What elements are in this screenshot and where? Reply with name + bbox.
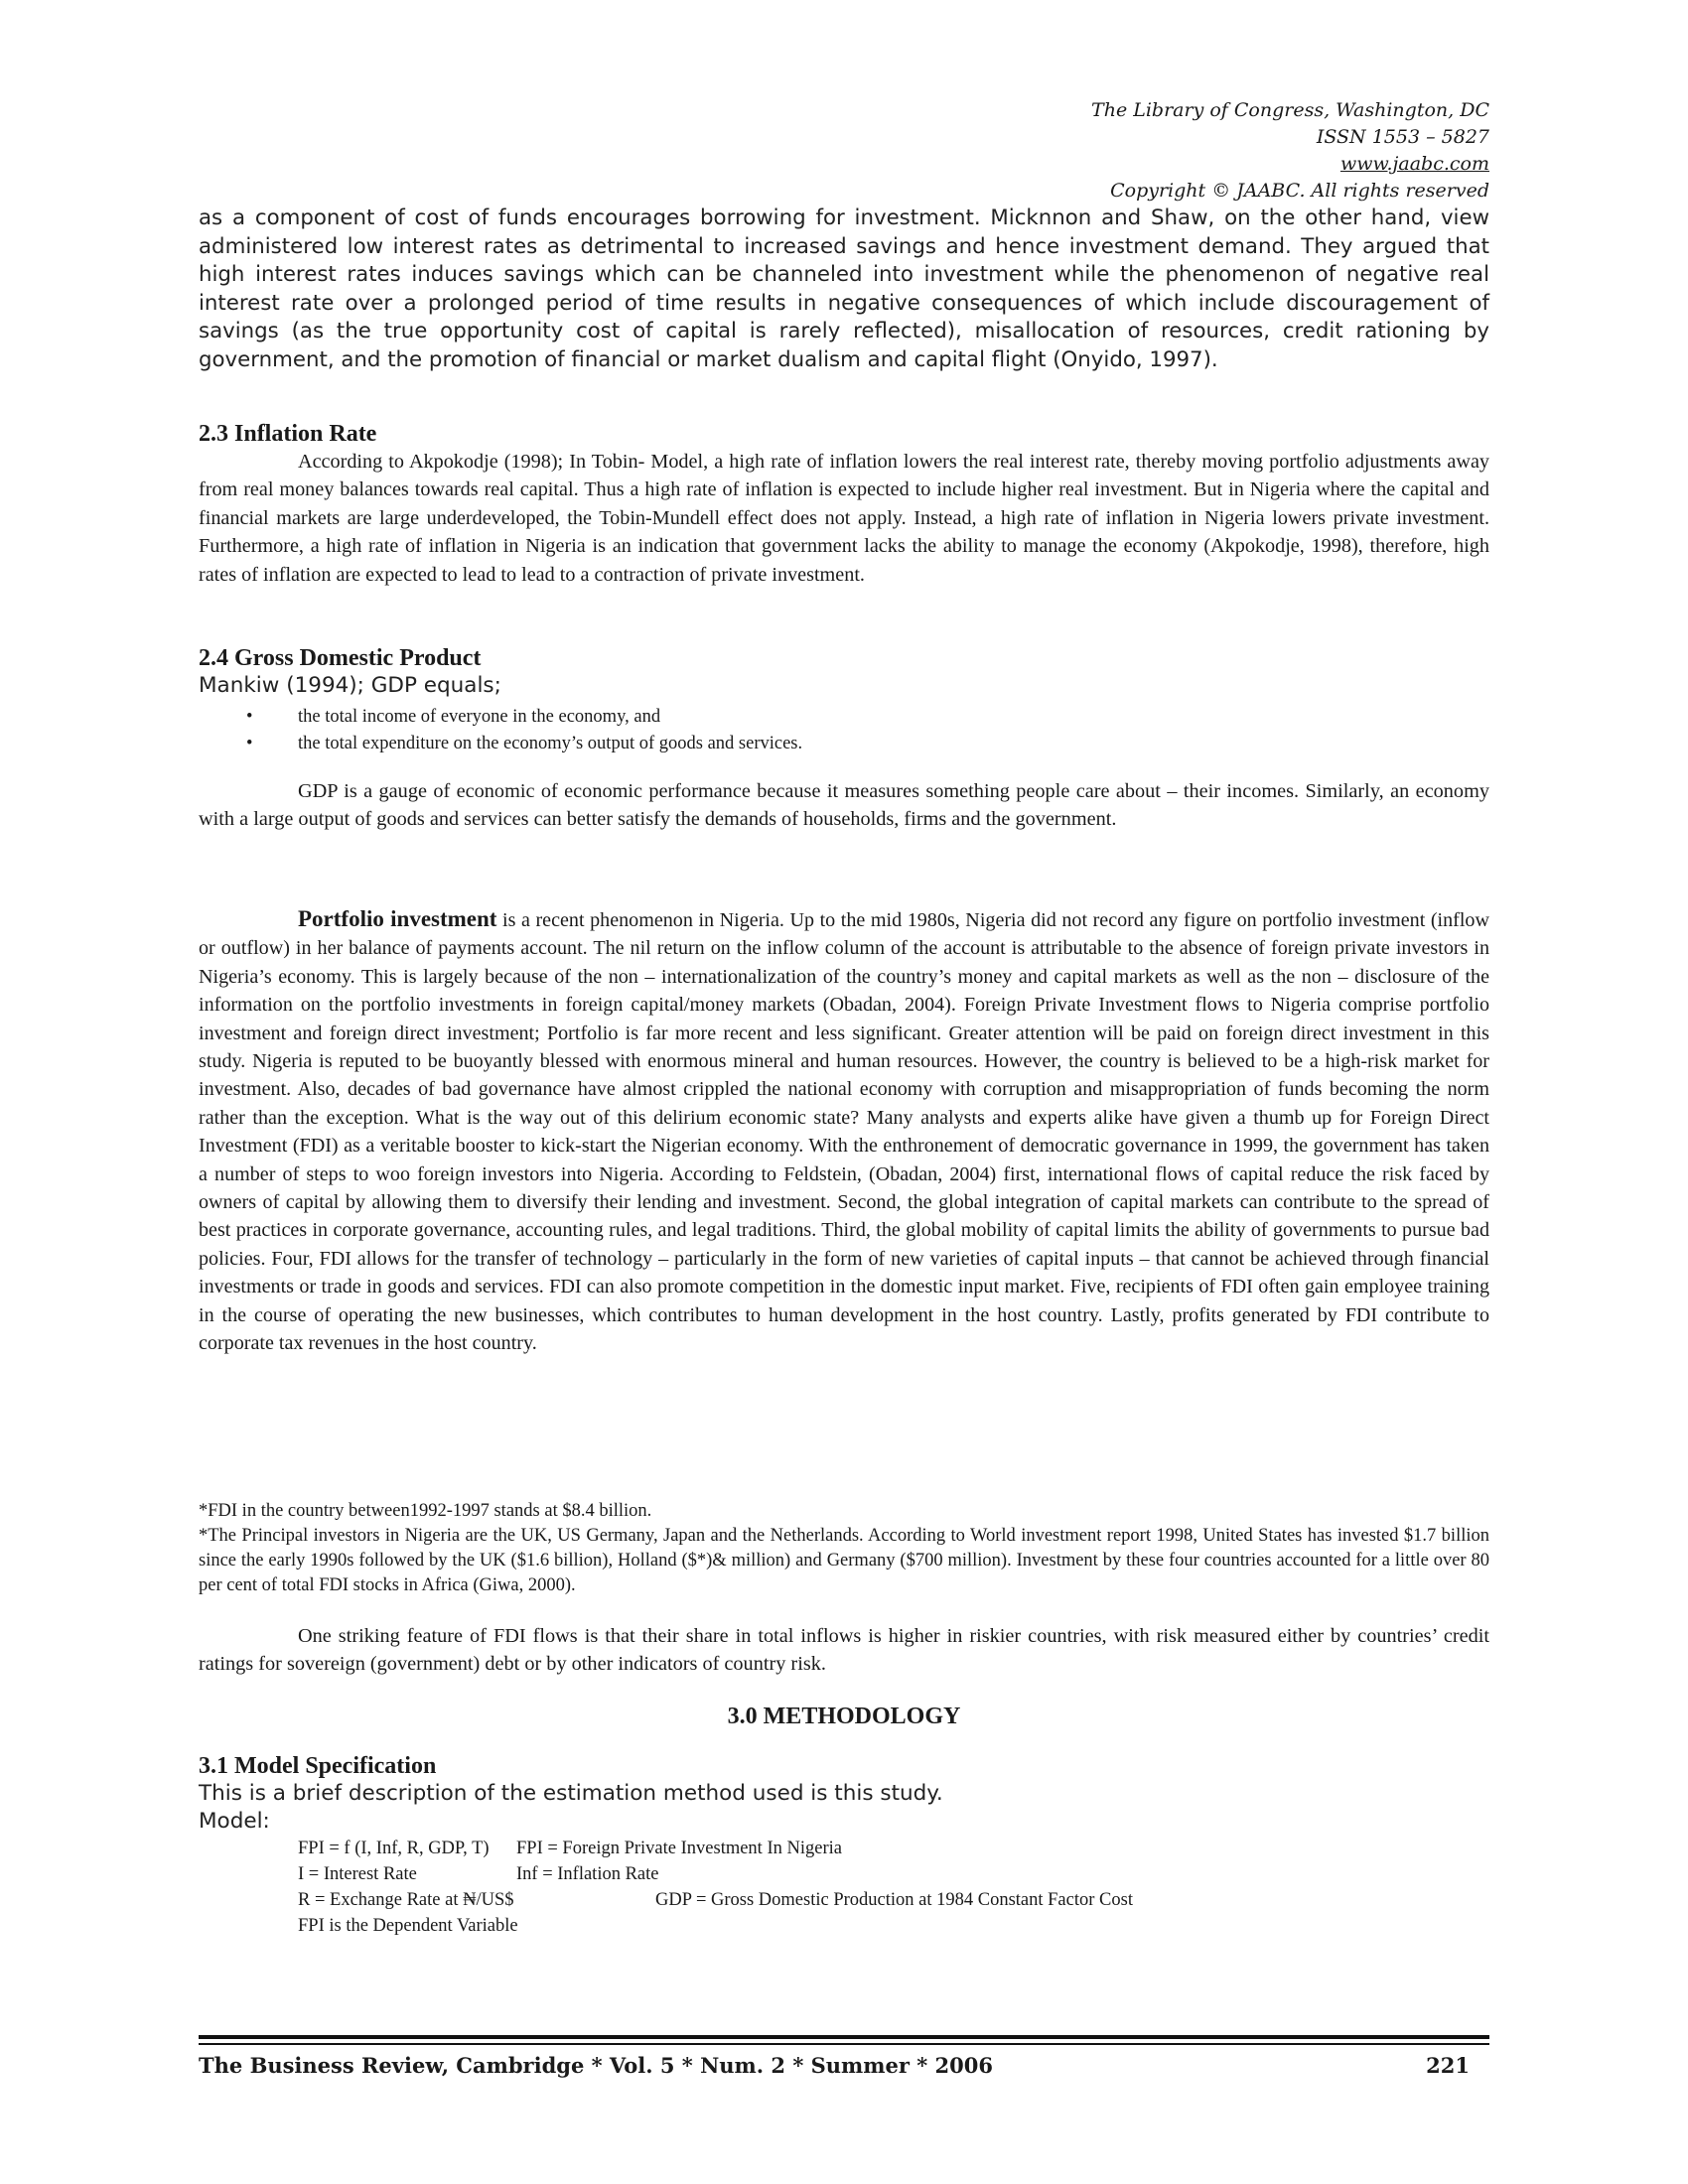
header-website-link[interactable]: www.jaabc.com — [1339, 153, 1489, 175]
portfolio-text: is a recent phenomenon in Nigeria. Up to the mid 1980s, Nigeria did not record any figure on portfolio investment (inflow or outflow) in her balance of payments account. The nil return on the inflow column of the account is attributable to the absence of foreign private investors in Nigeria’s economy. This is largely because of the non – internationalization of the country’s money and capital markets as well as the non – disclosure of the information on the portfolio investments in foreign capital/money markets (Obadan, 2004). Foreign Private Investment flows to Nigeria comprise portfolio investment and foreign direct investment; Portfolio is far more recent and less significant. Greater attention will be paid on foreign direct investment in this study. Nigeria is reputed to be buoyantly blessed with enormous mineral and human resources. However, the country is believed to be a high-risk market for investment. Also, decades of bad governance have almost crippled the national economy with corruption and misappropriation of funds becoming the norm rather than the exception. What is the way out of this delirium economic state? Many analysts and experts alike have given a thumb up for Foreign Direct Investment (FDI) as a veritable booster to kick-start the Nigerian economy. With the enthronement of democratic governance in 1999, the government has taken a number of steps to woo foreign investors into Nigeria. According to Feldstein, (Obadan, 2004) first, international flows of capital reduce the risk faced by owners of capital by allowing them to diversify their lending and investment. Second, the global integration of capital markets can contribute to the spread of best practices in corporate governance, accounting rules, and legal traditions. Third, the global mobility of capital limits the ability of governments to pursue bad policies. Four, FDI allows for the transfer of technology – particularly in the form of new varieties of capital inputs – that cannot be achieved through financial investments or trade in goods and services. FDI can also promote competition in the domestic input market. Five, recipients of FDI often gain employee training in the course of operating the new businesses, which contributes to human development in the host country. Lastly, profits generated by FDI contribute to corporate tax revenues in the host country. — [199, 909, 1489, 1355]
section-3-1 — [199, 1753, 1489, 1939]
header-library: The Library of Congress, Washington, DC — [1091, 99, 1489, 121]
footer-rule-thin — [199, 2043, 1489, 2045]
section-2-3-text: According to Akpokodje (1998); In Tobin- Model, a high rate of inflation lowers the real interest rate, thereby moving portfolio adjustments away from real money balances towards real capital. Thus a high rate of inflation is expected to include higher real investment. But in Nigeria where the capital and financial markets are large underdeveloped, the Tobin-Mundell effect does not apply. Instead, a high rate of inflation in Nigeria lowers private investment. Furthermore, a high rate of inflation in Nigeria is an indication that government lacks the ability to manage the economy (Akpokodje, 1998), therefore, high rates of inflation are expected to lead to lead to a contraction of private investment. — [199, 451, 1489, 586]
footnote-1: *FDI in the country between1992-1997 stands at $8.4 billion. — [199, 1501, 652, 1521]
section-3-1-model-label: Model: — [199, 1809, 270, 1834]
section-2-3 — [199, 421, 1489, 589]
header-issn: ISSN 1553 – 5827 — [1316, 126, 1489, 148]
model-definitions — [199, 1836, 1489, 1939]
methodology-heading: 3.0 METHODOLOGY — [727, 1704, 961, 1729]
bullet-icon: • — [246, 734, 253, 753]
journal-header — [1091, 97, 1489, 205]
striking-paragraph: One striking feature of FDI flows is that their share in total inflows is higher in riskier countries, with risk measured either by countries’ credit ratings for sovereign (government) debt or by other indicators of country risk. — [199, 1625, 1489, 1676]
model-row: FPI is the Dependent Variable — [298, 1916, 518, 1936]
section-3-1-heading: 3.1 Model Specification — [199, 1753, 437, 1779]
section-2-4-lead: Mankiw (1994); GDP equals; — [199, 673, 501, 698]
list-item: • the total expenditure on the economy’s output of goods and services. — [199, 731, 1489, 757]
gdp-paragraph: GDP is a gauge of economic of economic performance because it measures something people care about – their incomes. Similarly, an economy with a large output of goods and services can better satisfy the demands of households, firms and the government. — [199, 780, 1489, 831]
portfolio-bold-lead: Portfolio investment — [298, 906, 497, 931]
gdp-bullet-list — [199, 704, 1489, 757]
section-2-4 — [199, 645, 1489, 833]
bullet-icon: • — [246, 707, 253, 727]
footer-rule-thick — [199, 2035, 1489, 2039]
portfolio-section — [199, 905, 1489, 1358]
page-number: 221 — [1426, 2053, 1470, 2078]
model-row: I = Interest Rate Inf = Inflation Rate — [298, 1864, 659, 1884]
model-row: FPI = f (I, Inf, R, GDP, T) FPI = Foreign Private Investment In Nigeria — [298, 1839, 842, 1858]
section-3-1-line1: This is a brief description of the estimation method used is this study. — [199, 1781, 943, 1806]
intro-paragraph: as a component of cost of funds encourages borrowing for investment. Micknnon and Shaw, on the other hand, view administered low interest rates as detrimental to increased savings and hence investment demand. They argued that high interest rates induces savings which can be channeled into investment while the phenomenon of negative real interest rate over a prolonged period of time results in negative consequences of which include discouragement of savings (as the true opportunity cost of capital is rarely reflected), misallocation of resources, credit rationing by government, and the promotion of financial or market dualism and capital flight (Onyido, 1997). — [199, 205, 1489, 372]
section-2-4-heading: 2.4 Gross Domestic Product — [199, 645, 482, 671]
footer-journal: The Business Review, Cambridge * Vol. 5 * Num. 2 * Summer * 2006 — [199, 2053, 993, 2078]
page-footer — [199, 2053, 1489, 2078]
section-2-3-heading: 2.3 Inflation Rate — [199, 421, 377, 447]
footnote-2: *The Principal investors in Nigeria are the UK, US Germany, Japan and the Netherlands. According to World investment report 1998, United States has invested $1.7 billion since the early 1990s followed by the UK ($1.6 billion), Holland ($*)& million) and Germany ($700 million). Investment by these four countries accounted for a little over 80 per cent of total FDI stocks in Africa (Giwa, 2000). — [199, 1526, 1489, 1595]
striking-block — [199, 1622, 1489, 1679]
model-row: R = Exchange Rate at ₦/US$ GDP = Gross Domestic Production at 1984 Constant Factor Cost — [298, 1890, 1133, 1910]
header-copyright: Copyright © JAABC. All rights reserved — [1110, 180, 1489, 202]
portfolio-paragraph — [199, 905, 1489, 1358]
list-item: • the total income of everyone in the economy, and — [199, 704, 1489, 731]
intro-block — [199, 205, 1489, 375]
footnotes — [199, 1499, 1489, 1598]
methodology-block — [199, 1704, 1489, 1730]
